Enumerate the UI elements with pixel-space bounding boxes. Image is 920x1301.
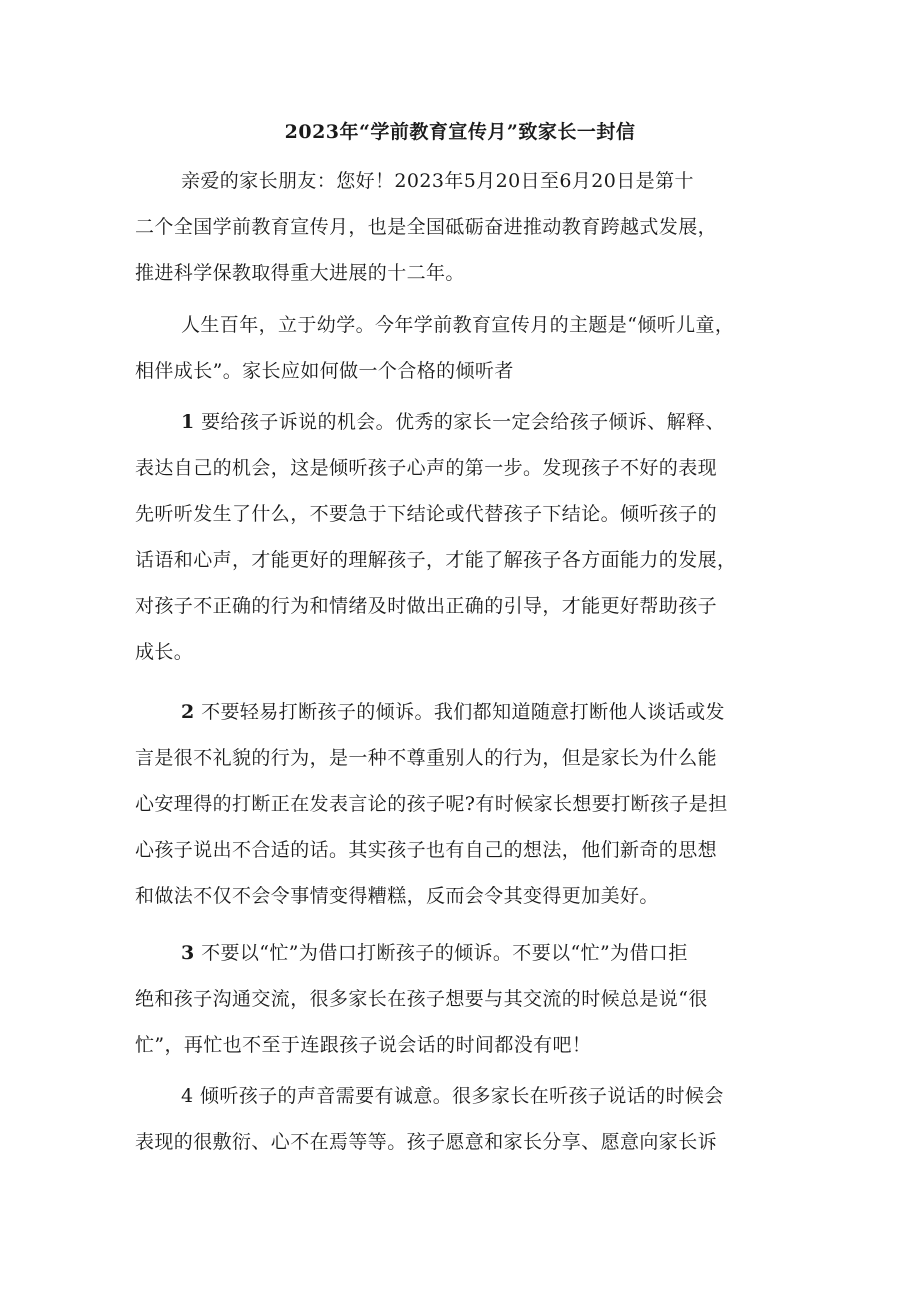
line-text: 不要以“忙”为借口打断孩子的倾诉。不要以“忙”为借口拒 [201,942,688,964]
item-number: 3 [181,942,195,964]
text-line: 言是很不礼貌的行为，是一种不尊重别人的行为，但是家长为什么能 [135,747,718,769]
line-text: 要给孩子诉说的机会。优秀的家长一定会给孩子倾诉、解释、 [201,411,725,433]
item-number: 2 [181,701,195,723]
text-line: 对孩子不正确的行为和情绪及时做出正确的引导，才能更好帮助孩子 [135,595,718,617]
text-line: 绝和孩子沟通交流，很多家长在孩子想要与其交流的时候总是说“很 [135,988,708,1010]
text-line: 心孩子说出不合适的话。其实孩子也有自己的想法，他们新奇的思想 [135,839,718,861]
text-line: 忙”，再忙也不至于连跟孩子说会话的时间都没有吧！ [135,1034,592,1056]
text-line: 心安理得的打断正在发表言论的孩子呢?有时候家长想要打断孩子是担 [135,793,728,815]
text-line: 和做法不仅不会令事情变得糟糕，反而会令其变得更加美好。 [135,885,659,907]
text-line: 表现的很敷衍、心不在焉等等。孩子愿意和家长分享、愿意向家长诉 [135,1131,718,1153]
text-line: 表达自己的机会，这是倾听孩子心声的第一步。发现孩子不好的表现 [135,457,718,479]
text-line: 话语和心声，才能更好的理解孩子，才能了解孩子各方面能力的发展， [135,549,737,571]
numbered-line [181,697,725,727]
text-line: 亲爱的家长朋友：您好！2023年5月20日至6月20日是第十 [181,170,694,192]
text-line: 先听听发生了什么，不要急于下结论或代替孩子下结论。倾听孩子的 [135,503,718,525]
item-number: 1 [181,411,195,433]
text-line: 推进科学保教取得重大进展的十二年。 [135,262,465,284]
numbered-line [181,407,725,437]
numbered-line [181,938,688,968]
text-line: 成长。 [135,641,194,663]
text-line: 人生百年，立于幼学。今年学前教育宣传月的主题是“倾听儿童， [181,314,735,336]
letter-title: 2023年“学前教育宣传月”致家长一封信 [284,121,636,143]
text-line: 4 倾听孩子的声音需要有诚意。很多家长在听孩子说话的时候会 [181,1085,724,1107]
line-text: 不要轻易打断孩子的倾诉。我们都知道随意打断他人谈话或发 [201,701,725,723]
text-line: 相伴成长”。家长应如何做一个合格的倾听者 [135,360,514,382]
text-line: 二个全国学前教育宣传月，也是全国砥砺奋进推动教育跨越式发展， [135,216,718,238]
